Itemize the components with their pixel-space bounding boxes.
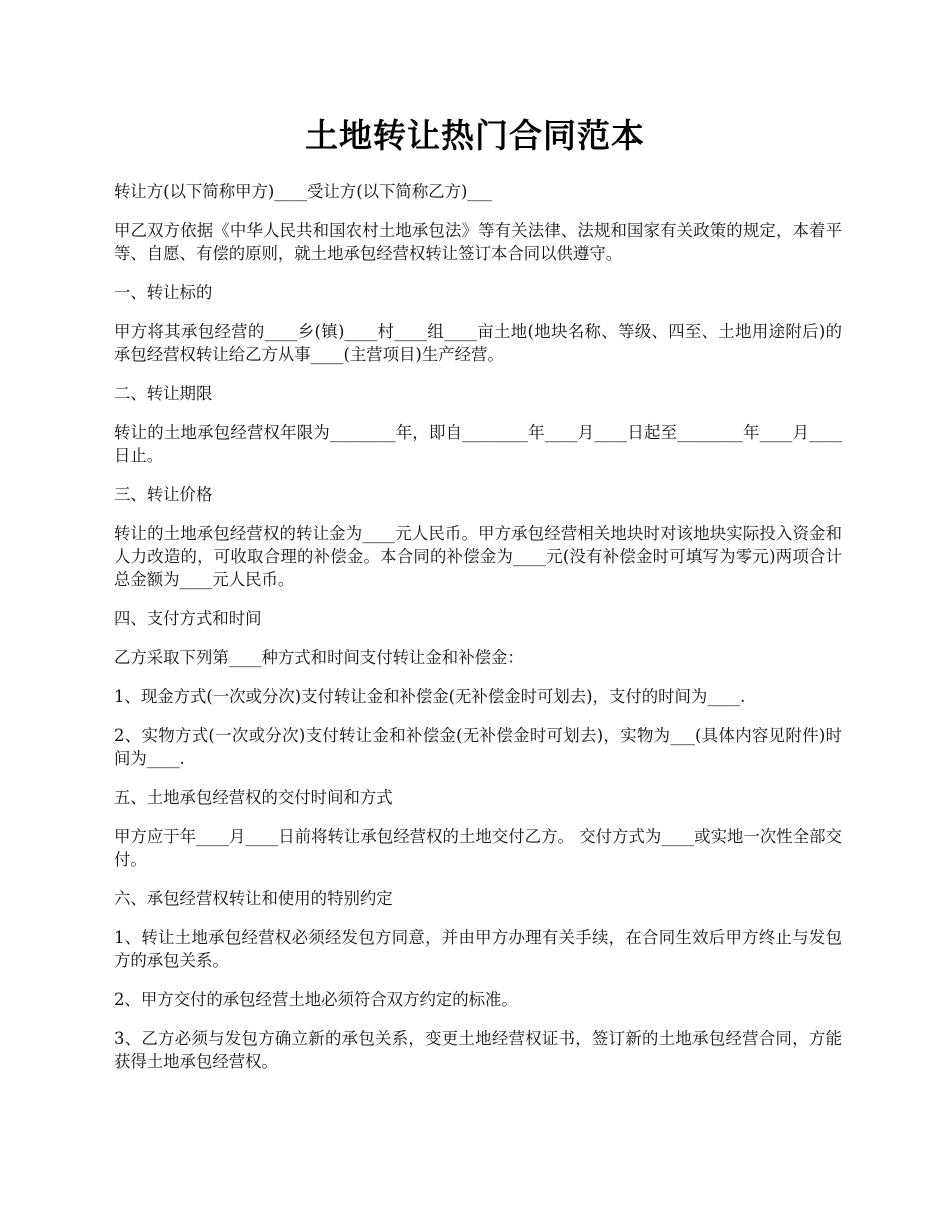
section-heading-1: 一、转让标的	[114, 283, 213, 302]
section-2-paragraph: 转让的土地承包经营权年限为________年，即自________年____月____日起至________年____月____日止。	[114, 423, 842, 465]
parties-line: 转让方(以下简称甲方)____受让方(以下简称乙方)___	[114, 182, 492, 201]
section-heading-4: 四、支付方式和时间	[114, 609, 262, 628]
section-heading-2: 二、转让期限	[114, 384, 213, 403]
section-heading-3: 三、转让价格	[114, 485, 213, 504]
section-3-paragraph: 转让的土地承包经营权的转让金为____元人民币。甲方承包经营相关地块时对该地块实际投入资金和人力改造的，可收取合理的补偿金。本合同的补偿金为____元(没有补偿金时可填写为零元)两项合计总金额为____元人民币。	[114, 524, 842, 589]
preamble-paragraph: 甲乙双方依据《中华人民共和国农村土地承包法》等有关法律、法规和国家有关政策的规定，本着平等、自愿、有偿的原则，就土地承包经营权转让签订本合同以供遵守。	[114, 221, 842, 263]
document-title: 土地转让热门合同范本	[305, 116, 645, 155]
document-body	[114, 180, 842, 1089]
section-1-paragraph: 甲方将其承包经营的____乡(镇)____村____组____亩土地(地块名称、等级、四至、土地用途附后)的承包经营权转让给乙方从事____(主营项目)生产经营。	[114, 322, 842, 364]
section-4-item-2: 2、实物方式(一次或分次)支付转让金和补偿金(无补偿金时可划去)，实物为___(具体内容见附件)时间为____.	[114, 726, 842, 768]
section-4-item-1: 1、现金方式(一次或分次)支付转让金和补偿金(无补偿金时可划去)，支付的时间为____.	[114, 687, 746, 706]
section-6-item-1: 1、转让土地承包经营权必须经发包方同意，并由甲方办理有关手续，在合同生效后甲方终止与发包方的承包关系。	[114, 928, 842, 970]
section-4-intro: 乙方采取下列第____种方式和时间支付转让金和补偿金：	[114, 648, 524, 667]
section-heading-5: 五、土地承包经营权的交付时间和方式	[114, 788, 393, 807]
section-6-item-3: 3、乙方必须与发包方确立新的承包关系，变更土地经营权证书，签订新的土地承包经营合同，方能获得土地承包经营权。	[114, 1029, 842, 1071]
section-heading-6: 六、承包经营权转让和使用的特别约定	[114, 889, 393, 908]
section-5-paragraph: 甲方应于年____月____日前将转让承包经营权的土地交付乙方。 交付方式为____或实地一次性全部交付。	[114, 827, 842, 869]
section-6-item-2: 2、甲方交付的承包经营土地必须符合双方约定的标准。	[114, 990, 518, 1009]
